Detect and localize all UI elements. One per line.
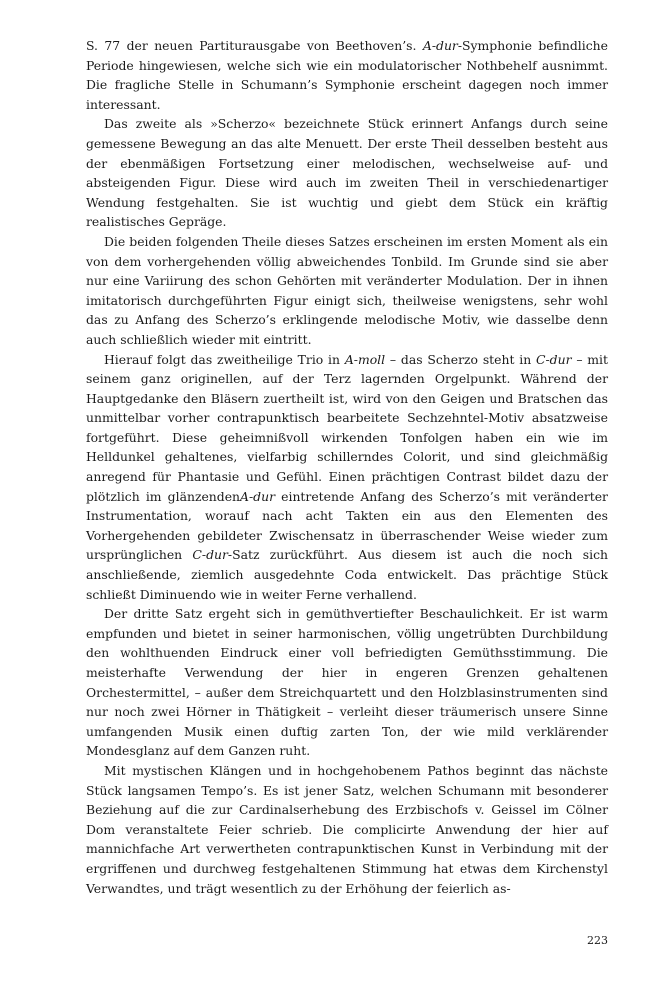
paragraph: [86, 232, 608, 350]
paragraph: [86, 36, 608, 114]
paragraph: [86, 604, 608, 761]
italic-run: A-dur: [240, 488, 276, 504]
paragraph: [86, 761, 608, 898]
page-body: [86, 36, 608, 898]
italic-run: A-moll: [344, 351, 386, 367]
text-run: -Satz zurückführt. Aus diesem ist auch die noch sich anschließende, ziemlich ausgedehnte Coda entwickelt. Das prächtige Stück schließt Diminuendo wie in weiter Ferne verhallend.: [86, 547, 608, 602]
paragraph: [86, 114, 608, 232]
text-run: -Symphonie befindliche Periode hingewiesen, welche sich wie ein modulatorischer Nothbehelf ausnimmt. Die fragliche Stelle in Schumann’s Symphonie erscheint dagegen noch immer interessant.: [86, 38, 608, 112]
text-run: Die beiden folgenden Theile dieses Satzes erscheinen im ersten Moment als ein von dem vorhergehenden völlig abweichendes Tonbild. Im Grunde sind sie aber nur eine Variirung des schon Gehörten mit veränderter Modulation. Der in ihnen imitatorisch durchgeführten Figur einigt sich, theilweise wenigstens, sehr wohl das zu Anfang des Scherzo’s erklingende melodische Motiv, wie dasselbe denn auch schließlich wieder mit eintritt.: [86, 233, 608, 347]
text-run: S. 77 der neuen Partiturausgabe von Beethoven’s.: [86, 38, 423, 53]
text-run: Der dritte Satz ergeht sich in gemüthvertiefter Beschaulichkeit. Er ist warm empfunden und bietet in seiner harmonischen, völlig ungetrübten Durchbildung den wohlthuenden Eindruck einer voll befriedigten Gemüthsstimmung. Die meisterhafte Verwendung der hier in engeren Grenzen gehaltenen Orchestermittel, – außer dem Streichquartett und den Holzblasinstrumenten sind nur noch zwei Hörner in Thätigkeit – verleiht dieser träumerisch unsere Sinne umfangenden Musik einen duftig zarten Ton, der wie mild verklärender Mondesglanz auf dem Ganzen ruht.: [86, 606, 608, 759]
italic-run: C-dur: [536, 351, 572, 367]
text-run: Das zweite als »Scherzo« bezeichnete Stück erinnert Anfangs durch seine gemessene Bewegung an das alte Menuett. Der erste Theil desselben besteht aus der ebenmäßigen Fortsetzung einer melodischen, wechselweise auf- und absteigenden Figur. Diese wird auch im zweiten Theil in verschiedenartiger Wendung festgehalten. Sie ist wuchtig und giebt dem Stück ein kräftig realistisches Gepräge.: [86, 116, 608, 230]
page-number: 223: [587, 934, 608, 947]
text-run: eintretende Anfang des Scherzo’s mit veränderter Instrumentation, worauf nach acht Takten ein aus den Elementen des Vorhergehenden gebildeter Zwischensatz in überraschender Weise wieder zum ursprünglichen: [86, 488, 608, 563]
text-run: – das Scherzo steht in: [385, 351, 536, 367]
text-run: – mit seinem ganz originellen, auf der Terz lagernden Orgelpunkt. Während der Hauptgedanke den Bläsern zuertheilt ist, wird von den Geigen und Bratschen das unmittelbar vorher contrapunktisch bearbeitete Sechzehntel-Motiv absatzweise fortgeführt. Diese geheimnißvoll wirkenden Tonfolgen haben ein wie im Helldunkel gehaltenes, vielfarbig schillerndes Colorit, und sind gleichmäßig anregend für Phantasie und Gefühl. Einen prächtigen Contrast bildet dazu der plötzlich im glänzenden: [86, 351, 609, 504]
text-run: Hierauf folgt das zweitheilige Trio in: [104, 351, 345, 367]
italic-run: A-dur: [422, 38, 458, 53]
paragraph: [86, 350, 608, 605]
italic-run: C-dur: [192, 547, 228, 563]
text-run: Mit mystischen Klängen und in hochgehobenem Pathos beginnt das nächste Stück langsamen Tempo’s. Es ist jener Satz, welchen Schumann mit besonderer Beziehung auf die zur Cardinalserhebung des Erzbischofs v. Geissel im Cölner Dom veranstaltete Feier schrieb. Die complicirte Anwendung der hier auf mannichfache Art verwertheten contrapunktischen Kunst in Verbindung mit der ergriffenen und durchweg festgehaltenen Stimmung hat etwas dem Kirchenstyl Verwandtes, und trägt wesentlich zu der Erhöhung der feierlich as-: [86, 762, 608, 896]
